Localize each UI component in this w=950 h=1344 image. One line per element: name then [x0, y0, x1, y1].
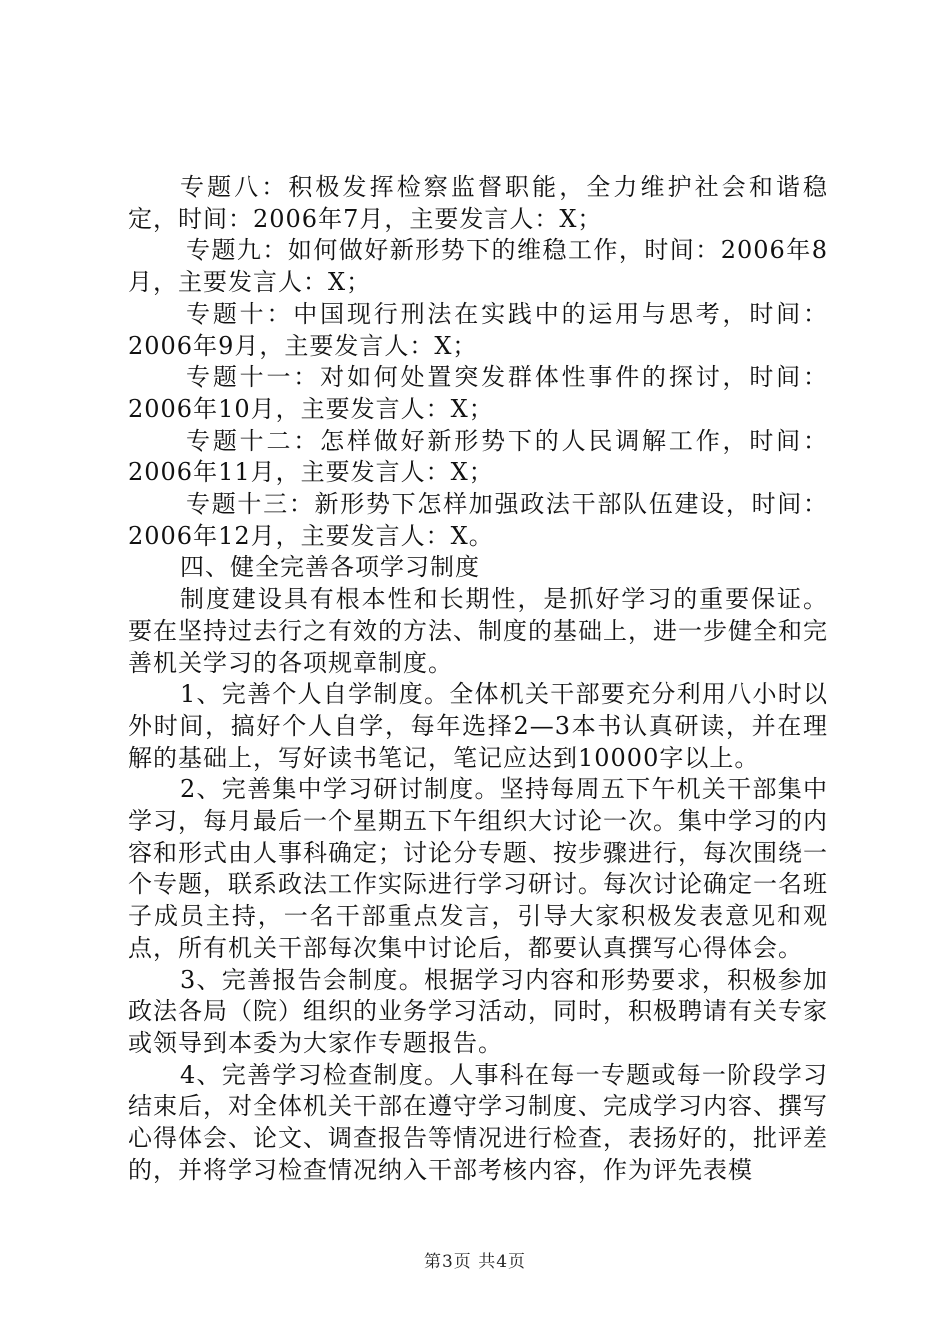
paragraph-item-4: 4、完善学习检查制度。人事科在每一专题或每一阶段学习结束后，对全体机关干部在遵守学习制度、完成学习内容、撰写心得体会、论文、调查报告等情况进行检查，表扬好的，批评差的，并将学习检查情况纳入干部考核内容，作为评先表模 [128, 1060, 828, 1184]
paragraph-topic-12: 专题十二：怎样做好新形势下的人民调解工作，时间：2006年11月，主要发言人：X； [128, 426, 828, 487]
paragraph-topic-9: 专题九：如何做好新形势下的维稳工作，时间：2006年8月，主要发言人：X； [128, 236, 828, 297]
paragraph-item-2: 2、完善集中学习研讨制度。坚持每周五下午机关干部集中学习，每月最后一个星期五下午组织大讨论一次。集中学习的内容和形式由人事科确定；讨论分专题、按步骤进行，每次围绕一个专题，联系政法工作实际进行学习研讨。每次讨论确定一名班子成员主持，一名干部重点发言，引导大家积极发表意见和观点，所有机关干部每次集中讨论后，都要认真撰写心得体会。 [128, 775, 828, 962]
paragraph-intro: 制度建设具有根本性和长期性，是抓好学习的重要保证。要在坚持过去行之有效的方法、制度的基础上，进一步健全和完善机关学习的各项规章制度。 [128, 585, 828, 677]
paragraph-item-3: 3、完善报告会制度。根据学习内容和形势要求，积极参加政法各局（院）组织的业务学习活动，同时，积极聘请有关专家或领导到本委为大家作专题报告。 [128, 965, 828, 1057]
paragraph-topic-11: 专题十一：对如何处置突发群体性事件的探讨，时间：2006年10月，主要发言人：X； [128, 363, 828, 423]
paragraph-topic-13: 专题十三：新形势下怎样加强政法干部队伍建设，时间：2006年12月，主要发言人：X。 [128, 490, 828, 550]
paragraph-item-1: 1、完善个人自学制度。全体机关干部要充分利用八小时以外时间，搞好个人自学，每年选择2—3本书认真研读，并在理解的基础上，写好读书笔记，笔记应达到10000字以上。 [128, 680, 828, 772]
paragraph-topic-10: 专题十：中国现行刑法在实践中的运用与思考，时间：2006年9月，主要发言人：X； [128, 299, 828, 360]
paragraph-topic-8: 专题八：积极发挥检察监督职能，全力维护社会和谐稳定，时间：2006年7月，主要发言人：X； [128, 173, 828, 233]
section-heading: 四、健全完善各项学习制度 [180, 553, 480, 582]
document-body [128, 172, 828, 1187]
page-footer: 第3页 共4页 [423, 1252, 527, 1272]
